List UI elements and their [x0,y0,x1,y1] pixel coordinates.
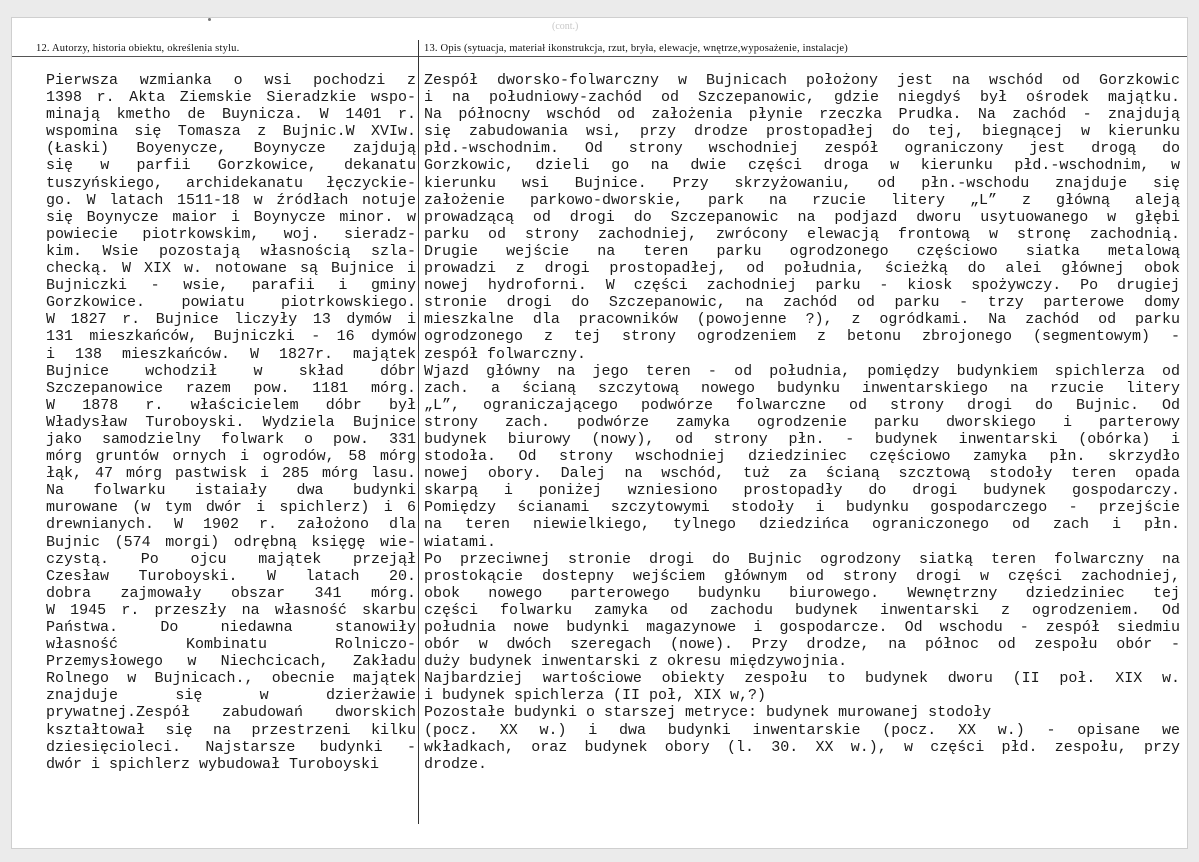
text-line: dziesięcioleci. Najstarsze budynki - [46,738,416,756]
text-line: murowane (w tym dwór i spichlerz) i 6 [46,499,416,517]
text-line: Bujnic (574 morgi) odrębną księgę wie- [46,533,416,551]
text-line: Po przeciwnej stronie drogi do Bujnic ogrodzony siatką teren folwarczny na [424,550,1180,568]
text-line: Na północny wschód od założenia płynie rzeczka Prudka. Na zachód - znajdują [424,106,1180,124]
text-line: się zabudowania wsi, przy drodze prostopadłej do tej, biegnącej w kierunku [424,123,1180,141]
text-line: prowadzi z drogi prostopadłej, od południa, ścieżką do alei głównej obok [424,260,1180,278]
text-line: Wjazd główny na jego teren - od południa, pomiędzy budynkiem spichlerza od [424,362,1180,380]
text-line: i budynek spichlerza (II poł, XIX w,?) [424,687,767,705]
text-line: na teren niewielkiego, tylnego dziedzińca ograniczonego od zach i płn. [424,516,1180,534]
text-line: mieszkalne dla pracowników (powojenne ?), z ogródkami. Na zachód od parku [424,311,1180,329]
text-line: Rolnego w Bujnicach., obecnie majątek [46,670,416,688]
history-text-column [46,72,416,773]
text-line: dwór i spichlerz wybudował Turoboyski [46,755,380,773]
text-line: Pierwsza wzmianka o wsi pochodzi z [46,72,416,89]
text-line: parku od strony zachodniej, zwrócony elewacją frontową w stronę zachodnią. [424,225,1180,243]
text-line: Władysław Turoboyski. Wydziela Bujnice [46,413,416,431]
form-sheet [12,18,1187,848]
text-line: 1398 r. Akta Ziemskie Sieradzkie wspo- [46,89,416,107]
text-line: zach. a ścianą szczytową nowego budynku inwentarskiego na rzucie litery [424,379,1180,397]
text-line: (pocz. XX w.) i dwa budynki inwentarskie (pocz. XX w.) - opisane we [424,721,1180,739]
text-line: drewnianych. W 1902 r. założono dla [46,516,416,534]
text-line: Bujniczki - wsie, parafii i gminy [46,277,416,295]
text-line: „L”, ograniczającego podwórze folwarczne od strony drogi do Bujnic. Od [424,396,1180,414]
text-line: go. W latach 1511-18 w źródłach notuje [46,191,416,209]
text-line: W 1827 r. Bujnice liczyły 13 dymów i [46,311,416,329]
text-line: płd.-wschodnim. Od strony wschodniej zespół ograniczony jest drogą do [424,140,1180,158]
text-line: znajduje się w dzierżawie [46,687,416,705]
text-line: prywatnej.Zespół zabudowań dworskich [46,704,416,722]
text-line: jako samodzielny folwark o pow. 331 [46,430,416,448]
text-line: zespół folwarczny. [424,345,587,363]
text-line: kształtował się na przestrzeni kilku [46,721,416,739]
description-text-column [424,72,1180,773]
text-line: stronie drogi do Szczepanowic, na zachód od parku - trzy parterowe domy [424,294,1180,312]
header-rule [12,56,1187,57]
text-line: Zespół dworsko-folwarczny w Bujnicach położony jest na wschód od Gorzkowic [424,72,1180,89]
faint-pencil-mark: (cont.) [552,21,579,32]
text-line: obok nowego parterowego budynku biurowego. Wewnętrzny dziedziniec tej [424,584,1180,602]
text-line: kim. Wsie pozostają własnością szla- [46,242,416,260]
text-line: prowadzącą od drogi do Szczepanowic na podjazd dworu usytuowanego w głębi [424,208,1180,226]
text-line: łąk, 47 mórg pastwisk i 285 mórg lasu. [46,465,416,483]
text-line: stodoła. Od strony wschodniej dziedziniec częściowo zamyka płn. skrzydło [424,448,1180,466]
text-line: Gorzkowic, dzieli go na dwie części droga w kierunku płd.-wschodnim, w [424,157,1180,175]
text-line: założenie parkowo-dworskie, park na rzucie litery „L” z główną aleją [424,191,1180,209]
text-line: wspomina się Tomasza z Bujnic.W XVIw. [46,123,416,141]
text-line: wkładkach, oraz budynek obory (l. 30. XX w.), w części płd. zespołu, przy [424,738,1180,756]
text-line: prostokącie dostepny wejściem głównym od strony drogi w części zachodniej, [424,567,1180,585]
text-line: strony zach. podwórze zamyka ogrodzenie parku dworskiego i parterowy [424,413,1180,431]
text-line: tuszyńskiego, archidekanatu łęczyckie- [46,174,416,192]
text-line: nowej hydroforni. W części zachodniej parku - kiosk spożywczy. Po drugiej [424,277,1180,295]
text-line: nowej obory. Dalej na wschód, tuż za ścianą szcztową stodoły teren opada [424,465,1180,483]
text-line: Czesław Turoboyski. W latach 20. [46,567,416,585]
text-line: Najbardziej wartościowe obiekty zespołu to budynek dworu (II poł. XIX w. [424,670,1180,688]
text-line: Państwa. Do niedawna stanowiły [46,619,416,636]
text-line: części folwarku zamyka od zachodu budynek inwentarski z ogrodzeniem. Od [424,601,1180,619]
text-line: południa nowe budynki magazynowe i gospodarcze. Od wschodu - zespół siedmiu [424,619,1180,636]
text-line: mórg gruntów ornych i ogrodów, 58 mórg [46,448,416,466]
text-line: Pomiędzy ścianami szczytowymi stodoły i budynku gospodarczego - przejście [424,499,1180,517]
text-line: i na południowy-zachód od Szczepanowic, gdzie niegdyś był ośrodek majątku. [424,89,1180,107]
text-line: dobra zajmowały obszar 341 mórg. [46,584,416,602]
text-line: Bujnice wchodził w skład dóbr [46,362,416,380]
text-line: duży budynek inwentarski z okresu międzywojnia. [424,653,848,671]
text-line: Pozostałe budynki o starszej metryce: budynek murowanej stodoły [424,704,992,722]
text-line: skarpą i poniżej wzniesiono prostopadły do drogi budynek gospodarczy. [424,482,1180,500]
text-line: drodze. [424,755,488,773]
text-line: się w parfii Gorzkowice, dekanatu [46,157,416,175]
text-line: Gorzkowice. powiatu piotrkowskiego. [46,294,416,312]
text-line: Szczepanowice razem pow. 1181 mórg. [46,379,416,397]
text-line: checką. W XIX w. notowane są Bujnice i [46,260,416,278]
column-divider [418,40,419,824]
text-line: powiecie piotrkowskim, woj. sieradz- [46,225,416,243]
section-13-heading: 13. Opis (sytuacja, materiał ikonstrukcja, rzut, bryła, elewacje, wnętrze,wyposażenie, instalacje) [424,43,848,54]
text-line: W 1945 r. przeszły na własność skarbu [46,601,416,619]
text-line: 131 mieszkańców, Bujniczki - 16 dymów [46,328,416,346]
section-12-heading: 12. Autorzy, historia obiektu, określenia stylu. [36,43,240,54]
text-line: czystą. Po ojcu majątek przejął [46,550,416,568]
text-line: W 1878 r. właścicielem dóbr był [46,396,416,414]
text-line: ogrodzonego z tej strony ogrodzeniem z betonu zbrojonego (segmentowym) - [424,328,1180,346]
text-line: (Łaski) Boyenycze, Boynycze zajdują [46,140,416,158]
text-line: Drugie wejście na teren parku ogrodzonego częściowo siatka metalową [424,242,1180,260]
text-line: i 138 mieszkańców. W 1827r. majątek [46,345,416,363]
text-line: obór w dwóch szeregach (nowe). Przy drodze, na północ od zespołu obór - [424,636,1180,654]
text-line: Na folwarku istaiały dwa budynki [46,482,416,500]
text-line: budynek biurowy (nowy), od strony płn. - budynek inwentarski (obórka) i [424,430,1180,448]
text-line: minają kmetho de Buynicza. W 1401 r. [46,106,416,124]
text-line: kierunku wsi Bujnice. Przy skrzyżowaniu, od płn.-wschodu znajduje się [424,174,1180,192]
text-line: własność Kombinatu Rolniczo- [46,636,416,654]
text-line: Przemysłowego w Niechcicach, Zakładu [46,653,416,671]
text-line: się Boynycze maior i Boynycze minor. w [46,208,416,226]
text-line: wiatami. [424,533,497,551]
scan-speck [208,18,211,21]
